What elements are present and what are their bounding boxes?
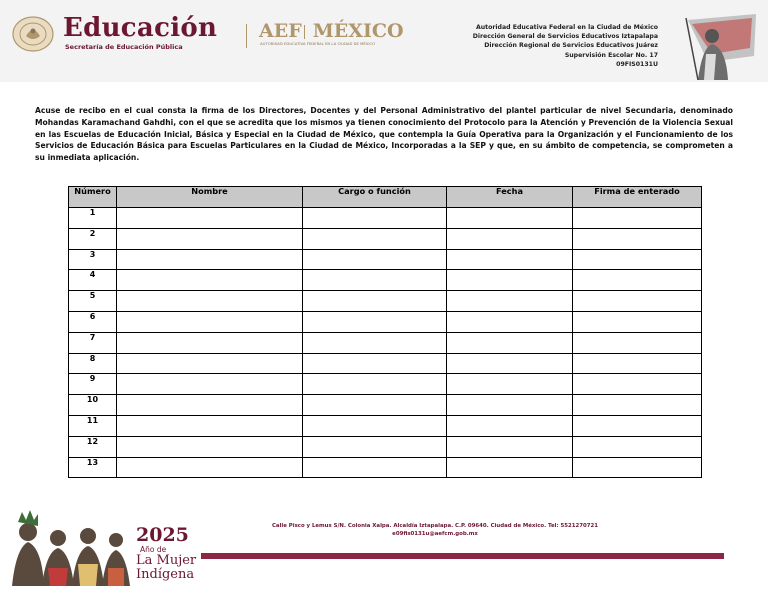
name-cell[interactable]: [117, 270, 303, 291]
position-cell[interactable]: [303, 208, 447, 229]
footer-address: Calle Pisco y Lemus S/N. Colonia Xalpa. Alcaldía Iztapalapa. C.P. 09640. Ciudad de México. Tel: 5521270721: [271, 523, 599, 529]
date-cell[interactable]: [447, 270, 573, 291]
signature-cell[interactable]: [573, 374, 702, 395]
signature-cell[interactable]: [573, 228, 702, 249]
footer-email: e09fis0131u@aefcm.gob.mx: [392, 531, 478, 537]
name-cell[interactable]: [117, 457, 303, 478]
signature-cell[interactable]: [573, 270, 702, 291]
national-seal-icon: [12, 16, 54, 52]
table-row: [69, 311, 702, 332]
year-badge: [136, 526, 196, 582]
date-cell[interactable]: [447, 353, 573, 374]
footer-address-block: [200, 522, 670, 538]
year-caption-line2: La Mujer: [136, 553, 197, 568]
date-cell[interactable]: [447, 395, 573, 416]
position-cell[interactable]: [303, 270, 447, 291]
signature-cell[interactable]: [573, 208, 702, 229]
position-cell[interactable]: [303, 332, 447, 353]
table-row: [69, 228, 702, 249]
name-cell[interactable]: [117, 208, 303, 229]
row-number: 12: [69, 436, 117, 457]
signature-cell[interactable]: [573, 332, 702, 353]
signature-cell[interactable]: [573, 395, 702, 416]
date-cell[interactable]: [447, 249, 573, 270]
flag-woman-illustration-icon: [668, 10, 760, 82]
signature-cell[interactable]: [573, 457, 702, 478]
signature-cell[interactable]: [573, 415, 702, 436]
name-cell[interactable]: [117, 436, 303, 457]
date-cell[interactable]: [447, 436, 573, 457]
row-number: 9: [69, 374, 117, 395]
header-info-line: 09FIS0131U: [616, 60, 658, 68]
aef-logo-subtitle: AUTORIDAD EDUCATIVA FEDERAL EN LA CIUDAD DE MÉXICO: [260, 41, 376, 46]
position-cell[interactable]: [303, 395, 447, 416]
row-number: 7: [69, 332, 117, 353]
aef-logo-right: MÉXICO: [312, 20, 404, 42]
education-logo-title: Educación: [63, 13, 218, 43]
date-cell[interactable]: [447, 332, 573, 353]
table-row: [69, 270, 702, 291]
table-row: [69, 436, 702, 457]
date-cell[interactable]: [447, 208, 573, 229]
education-logo-subtitle: Secretaría de Educación Pública: [65, 43, 183, 51]
date-cell[interactable]: [447, 311, 573, 332]
page-header: [0, 0, 768, 82]
date-cell[interactable]: [447, 457, 573, 478]
name-cell[interactable]: [117, 291, 303, 312]
indigenous-women-illustration-icon: [8, 508, 132, 586]
name-cell[interactable]: [117, 332, 303, 353]
header-info-line: Supervisión Escolar No. 17: [564, 51, 658, 59]
row-number: 2: [69, 228, 117, 249]
row-number: 5: [69, 291, 117, 312]
signature-cell[interactable]: [573, 311, 702, 332]
row-number: 4: [69, 270, 117, 291]
table-row: [69, 249, 702, 270]
row-number: 3: [69, 249, 117, 270]
name-cell[interactable]: [117, 415, 303, 436]
signature-table-body: [69, 208, 702, 478]
row-number: 6: [69, 311, 117, 332]
name-cell[interactable]: [117, 228, 303, 249]
signature-table: [68, 186, 702, 478]
position-cell[interactable]: [303, 228, 447, 249]
header-info-block: [473, 23, 658, 69]
name-cell[interactable]: [117, 395, 303, 416]
date-cell[interactable]: [447, 291, 573, 312]
logo-divider: [246, 24, 247, 48]
table-header-row: [69, 187, 702, 208]
row-number: 13: [69, 457, 117, 478]
year-number: 2025: [136, 524, 189, 546]
table-row: [69, 415, 702, 436]
column-header-nombre: Nombre: [117, 187, 303, 208]
date-cell[interactable]: [447, 374, 573, 395]
position-cell[interactable]: [303, 353, 447, 374]
table-row: [69, 374, 702, 395]
year-caption-line1: Año de: [140, 545, 167, 554]
table-row: [69, 457, 702, 478]
row-number: 11: [69, 415, 117, 436]
table-row: [69, 332, 702, 353]
year-caption-line3: Indígena: [136, 567, 195, 582]
table-row: [69, 291, 702, 312]
table-row: [69, 395, 702, 416]
column-header-fecha: Fecha: [447, 187, 573, 208]
position-cell[interactable]: [303, 436, 447, 457]
signature-cell[interactable]: [573, 436, 702, 457]
aef-logo-left: AEF: [259, 20, 302, 42]
column-header-numero: Número: [69, 187, 117, 208]
row-number: 8: [69, 353, 117, 374]
signature-cell[interactable]: [573, 291, 702, 312]
position-cell[interactable]: [303, 291, 447, 312]
date-cell[interactable]: [447, 228, 573, 249]
column-header-cargo: Cargo o función: [303, 187, 447, 208]
name-cell[interactable]: [117, 311, 303, 332]
position-cell[interactable]: [303, 249, 447, 270]
signature-cell[interactable]: [573, 353, 702, 374]
name-cell[interactable]: [117, 374, 303, 395]
date-cell[interactable]: [447, 415, 573, 436]
row-number: 1: [69, 208, 117, 229]
footer-bar: [201, 553, 724, 559]
header-info-line: Autoridad Educativa Federal en la Ciudad de México: [475, 24, 658, 31]
aef-logo-title: [259, 20, 404, 42]
name-cell[interactable]: [117, 353, 303, 374]
header-info-line: Dirección General de Servicios Educativos Iztapalapa: [472, 33, 658, 41]
signature-cell[interactable]: [573, 249, 702, 270]
position-cell[interactable]: [303, 415, 447, 436]
aef-logo-separator: [304, 25, 311, 39]
row-number: 10: [69, 395, 117, 416]
column-header-firma: Firma de enterado: [573, 187, 702, 208]
position-cell[interactable]: [303, 457, 447, 478]
table-row: [69, 353, 702, 374]
header-info-line: Dirección Regional de Servicios Educativos Juárez: [484, 42, 658, 50]
name-cell[interactable]: [117, 249, 303, 270]
position-cell[interactable]: [303, 311, 447, 332]
table-row: [69, 208, 702, 229]
position-cell[interactable]: [303, 374, 447, 395]
intro-paragraph: Acuse de recibo en el cual consta la firma de los Directores, Docentes y del Personal Administrativo del plantel particular de nivel Secundaria, denominado Mohandas Karamachand Gahdhi, con el que se acredita que los mismos ya tienen conocimiento del Protocolo para la Atención y Prevención de la Violencia Sexual en las Escuelas de Educación Inicial, Básica y Especial en la Ciudad de México, que contempla la Guía Operativa para la Organización y el Funcionamiento de los Servicios de Educación Básica para Escuelas Particulares en la Ciudad de México, Incorporadas a la SEP y que, en su ámbito de competencia, se comprometen a su inmediata aplicación.: [35, 106, 733, 163]
